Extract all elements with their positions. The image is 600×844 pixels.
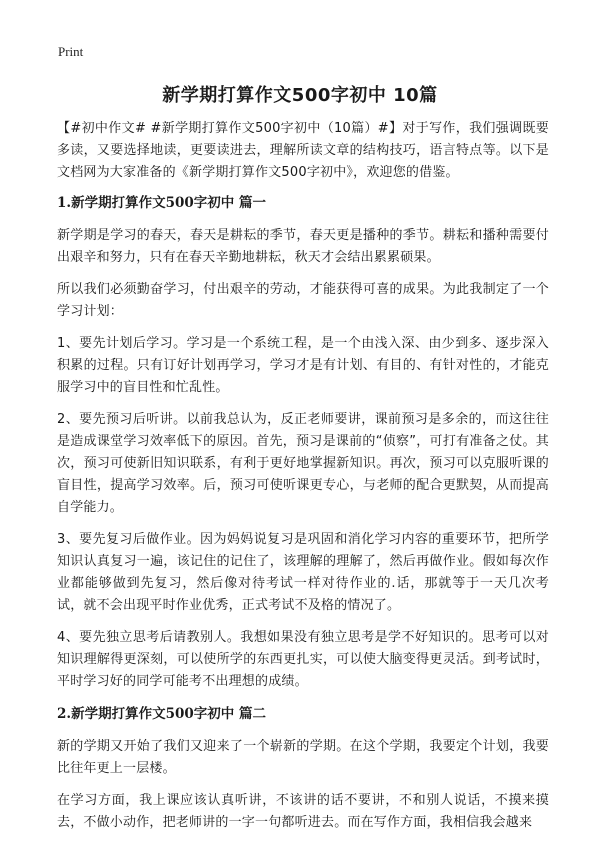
document-body [57, 118, 549, 844]
paragraph: 所以我们必须勤奋学习，付出艰辛的劳动，才能获得可喜的成果。为此我制定了一个学习计划： [57, 282, 549, 319]
paragraph: 1、要先计划后学习。学习是一个系统工程，是一个由浅入深、由少到多、逐步深入积累的过程。只有订好计划再学习，学习才是有计划、有目的、有针对性的，才能克服学习中的盲目性和忙乱性。 [57, 336, 549, 395]
paragraph: 在学习方面，我上课应该认真听讲，不该讲的话不要讲，不和别人说话，不摸来摸去，不做小动作，把老师讲的一字一句都听进去。而在写作方面，我相信我会越来 [57, 793, 549, 830]
paragraph: 3、要先复习后做作业。因为妈妈说复习是巩固和消化学习内容的重要环节，把所学知识认真复习一遍，该记住的记住了，该理解的理解了，然后再做作业。假如每次作业都能够做到先复习，然后像对待考试一样对待作业的.话，那就等于一天几次考试，就不会出现平时作业优秀，正式考试不及格的情况了。 [57, 532, 549, 613]
section-heading-2: 2.新学期打算作文500字初中 篇二 [57, 706, 266, 722]
paragraph: 新的学期又开始了我们又迎来了一个崭新的学期。在这个学期，我要定个计划，我要比往年更上一层楼。 [57, 739, 549, 776]
paragraph: 4、要先独立思考后请教别人。我想如果没有独立思考是学不好知识的。思考可以对知识理解得更深刻，可以使所学的东西更扎实，可以使大脑变得更灵活。到考试时，平时学习好的同学可能考不出理想的成绩。 [57, 630, 549, 689]
document-title: 新学期打算作文500字初中 10篇 [162, 85, 438, 106]
print-label: Print [58, 44, 84, 59]
paragraph: 2、要先预习后听讲。以前我总认为，反正老师要讲，课前预习是多余的，而这往往是造成课堂学习效率低下的原因。首先，预习是课前的“侦察”，可打有准备之仗。其次，预习可使新旧知识联系，有利于更好地掌握新知识。再次，预习可以克服听课的盲目性，提高学习效率。后，预习可使听课更专心，与老师的配合更默契，从而提高自学能力。 [57, 412, 549, 515]
paragraph: 新学期是学习的春天，春天是耕耘的季节，春天更是播种的季节。耕耘和播种需要付出艰辛和努力，只有在春天辛勤地耕耘，秋天才会结出累累硕果。 [57, 228, 549, 265]
intro-paragraph: 【#初中作文# #新学期打算作文500字初中（10篇）#】对于写作，我们强调既要多读，又要选择地读，更要读进去，理解所读文章的结构技巧，语言特点等。以下是文档网为大家准备的《新学期打算作文500字初中》，欢迎您的借鉴。 [57, 121, 549, 180]
section-heading-1: 1.新学期打算作文500字初中 篇一 [57, 195, 266, 211]
